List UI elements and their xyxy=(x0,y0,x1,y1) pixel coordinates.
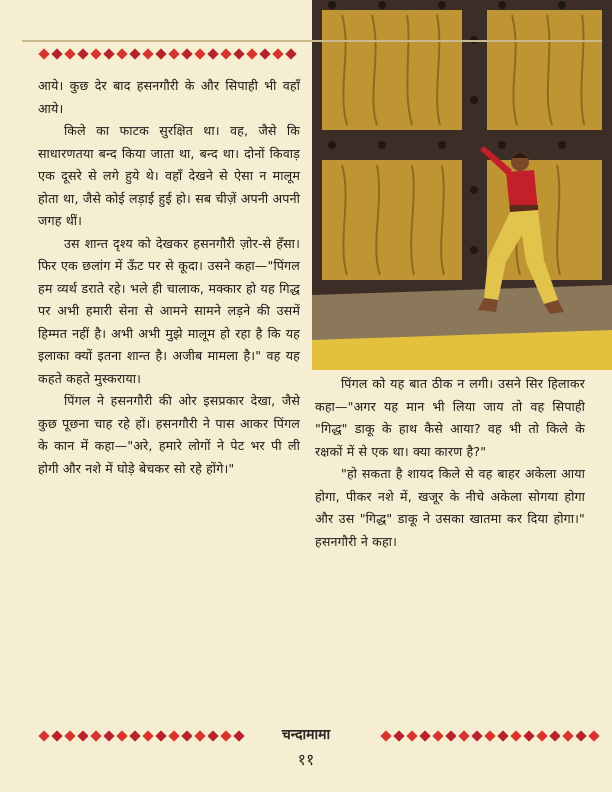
top-ornament-band xyxy=(38,48,297,60)
paragraph: आये। कुछ देर बाद हसनगौरी के और सिपाही भी वहाँ आये। xyxy=(38,78,300,116)
left-text-column xyxy=(38,75,300,480)
paragraph: किले का फाटक सुरक्षित था। वह, जैसे कि साधारणतया बन्द किया जाता था, बन्द था। दोनों किवाड़ एक दूसरे से लगे हुये थे। वहाँ देखने से ऐसा न मालूम होता था, जैसे कोई लड़ाई हुई हो। सब चीज़ें अपनी अपनी जगह थीं। xyxy=(38,123,300,228)
illustration-fort-gate xyxy=(312,0,612,370)
top-border-line xyxy=(22,40,602,42)
right-text-column xyxy=(315,373,585,553)
page-number: ११ xyxy=(297,750,315,769)
gate-scene-svg xyxy=(312,0,612,370)
paragraph: "हो सकता है शायद किले से वह बाहर अकेला आया होगा, पीकर नशे में, खजूर के नीचे अकेला सोगया होगा और उस "गिद्ध" डाकू ने उसका खातमा कर दिया होगा।" हसनगौरी ने कहा। xyxy=(315,466,585,549)
paragraph: पिंगल को यह बात ठीक न लगी। उसने सिर हिलाकर कहा—"अगर यह मान भी लिया जाय तो वह सिपाही "गिद्ध" डाकू के हाथ कैसे आया? वह भी तो किले के रक्षकों में से एक था। क्या कारण है?" xyxy=(315,376,585,459)
paragraph: उस शान्त दृश्य को देखकर हसनगौरी ज़ोर-से हँसा। फिर एक छलांग में ऊँट पर से कूदा। उसने कहा—"पिंगल हम व्यर्थ डराते रहे। भले ही चालाक, मक्कार हो यह गिद्ध पर अभी हमारी सेना से आमने सामने लड़ने की उसमें हिम्मत नहीं है। अभी अभी मुझे मालूम हो रहा है कि यह इलाका क्यों इतना शान्त है। अजीब मामला है।" वह यह कहते कहते मुस्कराया। xyxy=(38,235,300,386)
paragraph: पिंगल ने हसनगौरी की ओर इसप्रकार देखा, जैसे कुछ पूछना चाह रहे हों। हसनगौरी ने पास आकर पिंगल के कान में कहा—"अरे, हमारे लोगों ने पेट भर पी ली होगी और नशे में घोड़े बेचकर सो रहे होंगे।" xyxy=(38,393,300,476)
magazine-name: चन्दामामा xyxy=(281,727,331,743)
